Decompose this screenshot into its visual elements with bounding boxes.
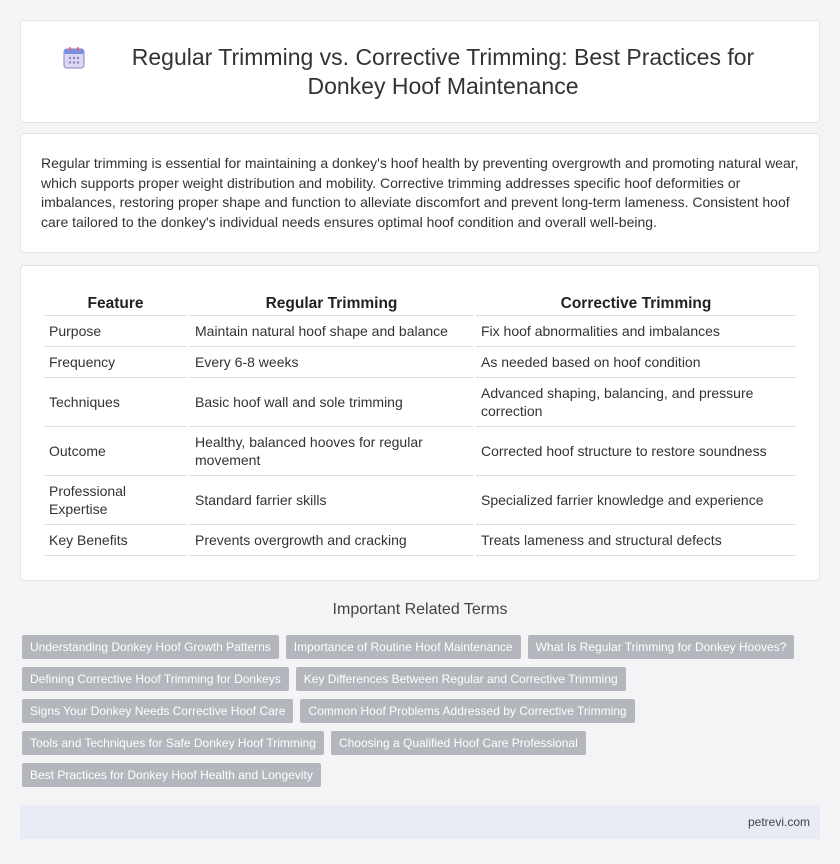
table-cell: Healthy, balanced hooves for regular movement	[190, 427, 473, 476]
table-cell: Corrected hoof structure to restore soundness	[476, 427, 796, 476]
table-cell: Outcome	[44, 427, 187, 476]
header-card	[20, 20, 820, 123]
table-cell: Prevents overgrowth and cracking	[190, 525, 473, 556]
table-cell: Standard farrier skills	[190, 476, 473, 525]
related-term-tag[interactable]: Importance of Routine Hoof Maintenance	[286, 635, 521, 659]
related-term-tag[interactable]: Tools and Techniques for Safe Donkey Hoof Trimming	[22, 731, 324, 755]
table-row	[44, 378, 796, 427]
table-cell: Basic hoof wall and sole trimming	[190, 378, 473, 427]
table-cell: Frequency	[44, 347, 187, 378]
intro-paragraph: Regular trimming is essential for maintaining a donkey's hoof health by preventing overgrowth and promoting natural wear, which supports proper weight distribution and mobility. Corrective trimming addresses specific hoof deformities or imbalances, restoring proper shape and function to alleviate discomfort and prevent long-term lameness. Consistent hoof care tailored to the donkey's individual needs ensures optimal hoof condition and overall well-being.	[41, 155, 799, 230]
related-term-tag[interactable]: Key Differences Between Regular and Corrective Trimming	[296, 667, 626, 691]
table-row	[44, 476, 796, 525]
related-term-tag[interactable]: Defining Corrective Hoof Trimming for Donkeys	[22, 667, 289, 691]
table-cell: Every 6-8 weeks	[190, 347, 473, 378]
related-term-tag[interactable]: What Is Regular Trimming for Donkey Hooves?	[528, 635, 795, 659]
table-row	[44, 525, 796, 556]
comparison-table	[41, 288, 799, 556]
table-header-row	[44, 288, 796, 316]
footer-site-link[interactable]: petrevi.com	[747, 815, 810, 829]
table-row	[44, 316, 796, 347]
table-row	[44, 347, 796, 378]
related-terms-list	[0, 635, 840, 795]
related-terms-title: Important Related Terms	[332, 601, 508, 618]
title-wrap	[61, 43, 779, 101]
related-term-tag[interactable]: Common Hoof Problems Addressed by Corrective Trimming	[300, 699, 634, 723]
header-feature: Feature	[44, 288, 187, 316]
table-cell: Treats lameness and structural defects	[476, 525, 796, 556]
related-term-tag[interactable]: Signs Your Donkey Needs Corrective Hoof Care	[22, 699, 293, 723]
table-cell: Techniques	[44, 378, 187, 427]
calendar-icon	[61, 45, 87, 71]
table-cell: Maintain natural hoof shape and balance	[190, 316, 473, 347]
related-term-tag[interactable]: Understanding Donkey Hoof Growth Patterns	[22, 635, 279, 659]
related-term-tag[interactable]: Best Practices for Donkey Hoof Health and Longevity	[22, 763, 321, 787]
comparison-table-card	[20, 265, 820, 581]
footer	[20, 805, 820, 839]
table-row	[44, 427, 796, 476]
page-title: Regular Trimming vs. Corrective Trimming: Best Practices for Donkey Hoof Maintenance	[131, 43, 755, 99]
header-corrective: Corrective Trimming	[476, 288, 796, 316]
header-regular: Regular Trimming	[190, 288, 473, 316]
related-term-tag[interactable]: Choosing a Qualified Hoof Care Professional	[331, 731, 586, 755]
intro-card	[20, 133, 820, 253]
table-cell: Professional Expertise	[44, 476, 187, 525]
table-cell: Specialized farrier knowledge and experience	[476, 476, 796, 525]
table-cell: Fix hoof abnormalities and imbalances	[476, 316, 796, 347]
table-cell: Purpose	[44, 316, 187, 347]
table-cell: Advanced shaping, balancing, and pressure correction	[476, 378, 796, 427]
table-cell: Key Benefits	[44, 525, 187, 556]
table-cell: As needed based on hoof condition	[476, 347, 796, 378]
